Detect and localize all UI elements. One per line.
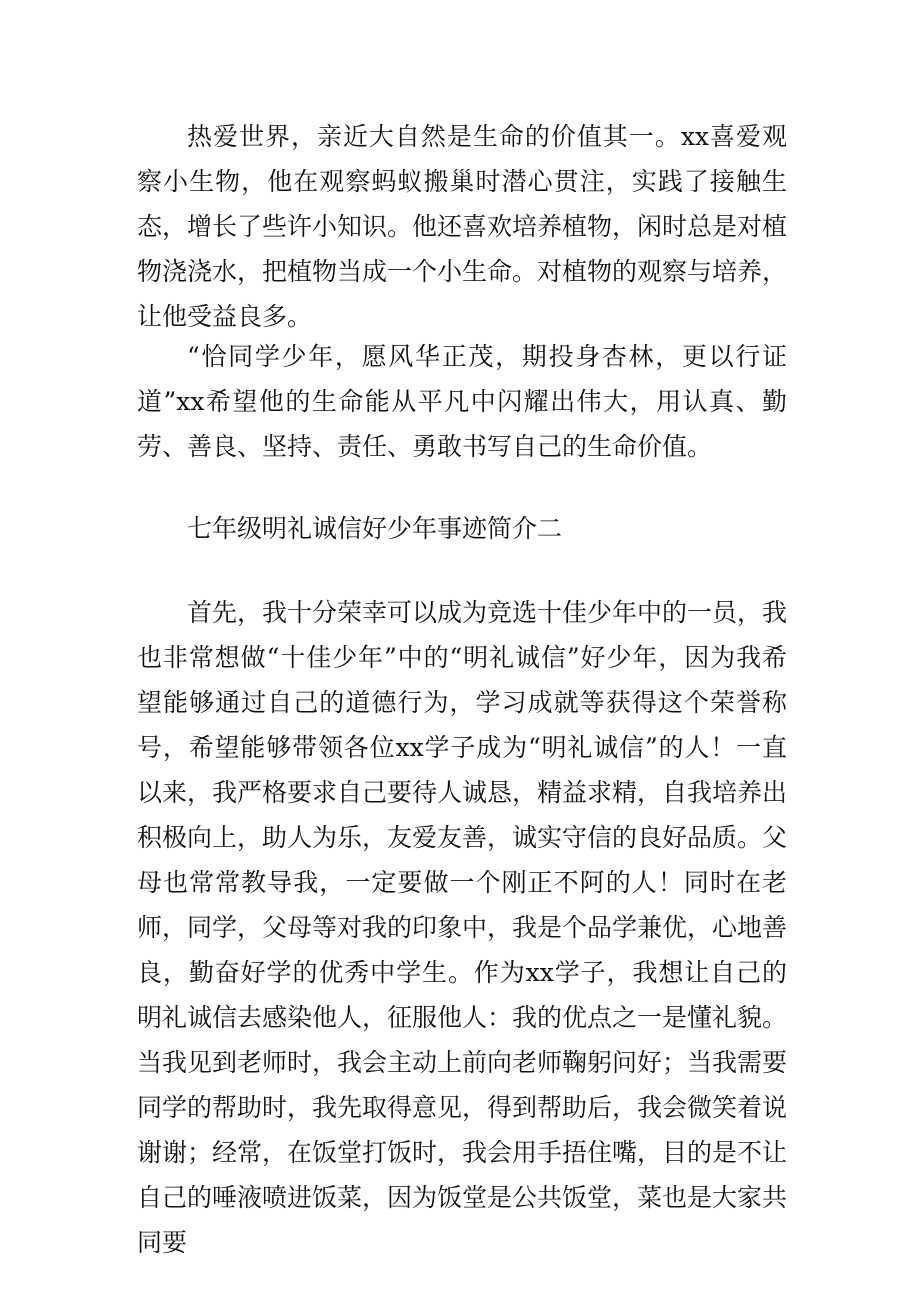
paragraph-honesty-story: 首先，我十分荣幸可以成为竞选十佳少年中的一员，我也非常想做“十佳少年”中的“明礼诚信”好少年，因为我希望能够通过自己的道德行为，学习成就等获得这个荣誉称号，希望能够带领各位xx学子成为“明礼诚信”的人！一直以来，我严格要求自己要待人诚恳，精益求精，自我培养出积极向上，助人为乐，友爱友善，诚实守信的良好品质。父母也常常教导我，一定要做一个刚正不阿的人！同时在老师，同学，父母等对我的印象中，我是个品学兼优，心地善良，勤奋好学的优秀中学生。作为xx学子，我想让自己的明礼诚信去感染他人，征服他人：我的优点之一是懂礼貌。当我见到老师时，我会主动上前向老师鞠躬问好；当我需要同学的帮助时，我先取得意见，得到帮助后，我会微笑着说谢谢；经常，在饭堂打饭时，我会用手捂住嘴，目的是不让自己的唾液喷进饭菜，因为饭堂是公共饭堂，菜也是大家共同要 [137, 598, 788, 1257]
paragraph-life-value: “恰同学少年，愿风华正茂，期投身杏林，更以行证道”xx希望他的生命能从平凡中闪耀出伟大，用认真、勤劳、善良、坚持、责任、勇敢书写自己的生命价值。 [137, 342, 787, 461]
paragraph-nature-value: 热爱世界，亲近大自然是生命的价值其一。xx喜爱观察小生物，他在观察蚂蚁搬巢时潜心贯注，实践了接触生态，增长了些许小知识。他还喜欢培养植物，闲时总是对植物浇浇水，把植物当成一个小生命。对植物的观察与培养，让他受益良多。 [137, 122, 788, 331]
section-heading: 七年级明礼诚信好少年事迹简介二 [187, 514, 563, 543]
